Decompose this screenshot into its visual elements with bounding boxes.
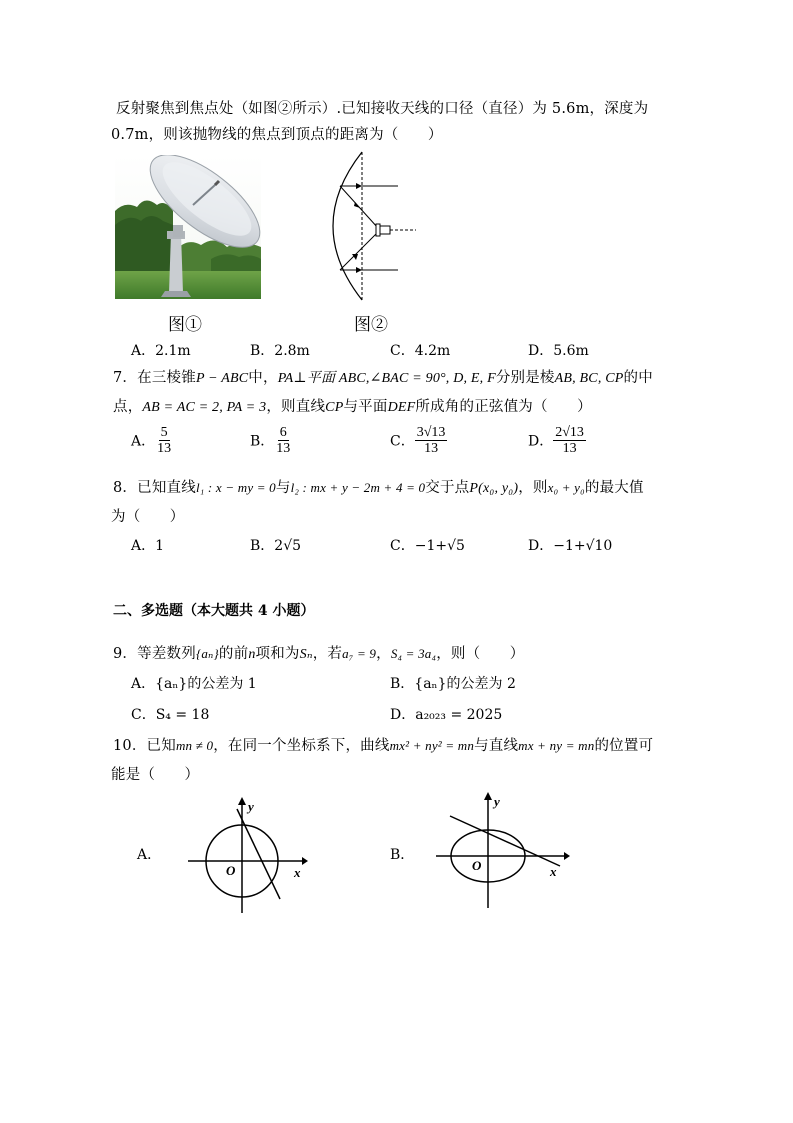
q10a-origin-label: O xyxy=(226,863,236,878)
q6-option-c: C．4.2m xyxy=(390,343,451,359)
q8-option-b: B．2√5 xyxy=(250,538,302,554)
q8-line1: 8．已知直线l₁ : x − my = 0与l₂ : mx + y − 2m + 4 = 0交于点P(x₀, y₀)，则x₀ + y₀的最大值 xyxy=(113,480,644,496)
q10-line2: 能是（ ） xyxy=(111,767,200,783)
q10-option-b-graph xyxy=(432,790,572,912)
fig1-caption: 图① xyxy=(168,315,202,335)
q10-line1: 10．已知mn ≠ 0，在同一个坐标系下，曲线mx² + ny² = mn与直线mx + ny = mn的位置可 xyxy=(113,738,654,754)
q8-option-d: D．−1+√10 xyxy=(528,538,613,554)
fig2-caption: 图② xyxy=(354,315,388,335)
q6-option-d: D．5.6m xyxy=(528,343,589,359)
q9-option-b: B．{aₙ}的公差为 2 xyxy=(390,676,516,692)
q10a-x-label: x xyxy=(294,865,301,880)
q7-option-a: A． $\frac{5}{13}$ xyxy=(131,425,172,456)
q10b-y-label: y xyxy=(494,794,500,809)
q8-line2: 为（ ） xyxy=(111,509,185,525)
q7-option-b: B． $\frac{6}{13}$ xyxy=(250,425,291,456)
q7-option-c: C． $\frac{3√13}{13}$ xyxy=(390,425,446,456)
q10a-y-label: y xyxy=(248,799,254,814)
q10-option-a-label: A． xyxy=(137,847,162,863)
q9-line1: 9．等差数列{aₙ}的前n项和为Sₙ，若a₇ = 9，S₄ = 3a₄，则（ ） xyxy=(113,646,525,662)
section-multiple-choice-heading: 二、多选题（本大题共 4 小题） xyxy=(113,603,315,619)
q7-line2: 点，AB = AC = 2, PA = 3，则直线CP与平面DEF所成角的正弦值为（ ） xyxy=(113,399,592,415)
q10b-origin-label: O xyxy=(472,858,482,873)
q6-option-a: A．2.1m xyxy=(131,343,191,359)
satellite-dish-photo xyxy=(115,155,261,299)
q9-option-a: A．{aₙ}的公差为 1 xyxy=(131,676,257,692)
q8-option-c: C．−1+√5 xyxy=(390,538,465,554)
q7-option-d: D． $\frac{2√13}{13}$ xyxy=(528,425,584,456)
q6-option-b: B．2.8m xyxy=(250,343,310,359)
q7-line1: 7．在三棱锥P − ABC中，PA⊥平面 ABC,∠BAC = 90°, D, E, F分别是棱AB, BC, CP的中 xyxy=(113,370,653,386)
q9-option-d: D．a₂₀₂₃ = 2025 xyxy=(390,707,503,723)
q10-option-b-label: B． xyxy=(390,847,415,863)
q6-line2: 0.7m，则该抛物线的焦点到顶点的距离为（ ） xyxy=(111,127,443,143)
q6-line1: 反射聚焦到焦点处（如图②所示）.已知接收天线的口径（直径）为 5.6m，深度为 xyxy=(116,101,649,117)
q10b-x-label: x xyxy=(550,864,557,879)
q9-option-c: C．S₄ = 18 xyxy=(131,707,210,723)
q10-option-a-graph xyxy=(180,795,310,917)
q8-option-a: A．1 xyxy=(131,538,165,554)
parabola-reflector-diagram xyxy=(318,150,418,302)
